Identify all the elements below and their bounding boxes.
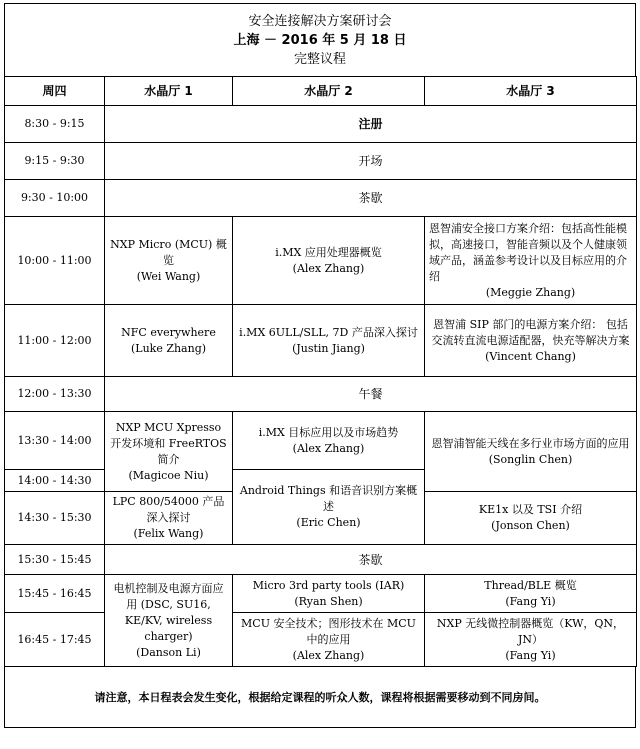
session-title: NXP 无线微控制器概览（KW，QN，JN） xyxy=(436,616,625,646)
session-cell xyxy=(233,305,425,377)
session-cell xyxy=(425,613,637,667)
table-row xyxy=(5,545,637,575)
agenda-subtitle: 完整议程 xyxy=(293,52,346,67)
session-cell xyxy=(105,217,233,305)
session-speaker: (Luke Zhang) xyxy=(130,341,207,355)
session-cell xyxy=(425,575,637,613)
time-slot: 8:30 - 9:15 xyxy=(5,106,105,143)
session-cell xyxy=(425,492,637,545)
time-slot: 12:00 - 13:30 xyxy=(5,377,105,412)
session-speaker: (Fang Yi) xyxy=(505,594,556,608)
time-slot: 14:30 - 15:30 xyxy=(5,492,105,545)
session-title: 恩智浦智能天线在多行业市场方面的应用 xyxy=(431,436,630,450)
session-title: NFC everywhere xyxy=(121,325,216,339)
session-title: MCU 安全技术；图形技术在 MCU 中的应用 xyxy=(241,616,416,646)
session-cell xyxy=(425,217,637,305)
lunch-cell: 午餐 xyxy=(105,377,637,412)
session-cell xyxy=(105,305,233,377)
footer-note: 请注意，本日程表会发生变化，根据给定课程的听众人数，课程将根据需要移动到不同房间。 xyxy=(94,691,546,704)
session-cell xyxy=(233,575,425,613)
session-title: 恩智浦安全接口方案介绍：包括高性能模拟，高速接口，智能音频以及个人健康领域产品，涵盖参考设计以及目标应用的介绍 xyxy=(429,221,627,283)
column-header-room1: 水晶厅 1 xyxy=(105,77,233,106)
session-speaker: (Justin Jiang) xyxy=(292,341,365,355)
session-speaker: (Felix Wang) xyxy=(133,527,204,540)
session-speaker: (Songlin Chen) xyxy=(488,452,573,466)
session-title: i.MX 应用处理器概览 xyxy=(275,245,382,259)
table-row xyxy=(5,305,637,377)
session-speaker: (Fang Yi) xyxy=(505,648,556,662)
column-header-room3: 水晶厅 3 xyxy=(425,77,637,106)
session-speaker: (Vincent Chang) xyxy=(485,349,576,363)
session-cell xyxy=(233,613,425,667)
table-row xyxy=(5,412,637,470)
session-speaker: (Magicoe Niu) xyxy=(128,468,209,482)
time-slot: 15:45 - 16:45 xyxy=(5,575,105,613)
session-speaker: (Ryan Shen) xyxy=(294,594,363,608)
session-speaker: (Alex Zhang) xyxy=(292,441,365,455)
session-speaker: (Alex Zhang) xyxy=(292,648,365,662)
session-cell xyxy=(233,217,425,305)
session-title: NXP MCU Xpresso 开发环境和 FreeRTOS 简介 xyxy=(110,420,227,466)
table-row xyxy=(5,143,637,180)
table-row xyxy=(5,180,637,217)
event-title: 安全连接解决方案研讨会 xyxy=(248,14,392,29)
session-title: Android Things 和语音识别方案概述 xyxy=(239,484,418,513)
session-cell xyxy=(105,412,233,492)
session-speaker: (Alex Zhang) xyxy=(292,261,365,275)
session-cell xyxy=(233,412,425,470)
time-slot: 13:30 - 14:00 xyxy=(5,412,105,470)
time-slot: 9:30 - 10:00 xyxy=(5,180,105,217)
agenda-table xyxy=(4,76,637,667)
session-title: Micro 3rd party tools (IAR) xyxy=(252,578,405,592)
session-speaker: (Danson Li) xyxy=(136,645,201,659)
break-cell: 茶歇 xyxy=(105,180,637,217)
time-slot: 15:30 - 15:45 xyxy=(5,545,105,575)
time-slot: 16:45 - 17:45 xyxy=(5,613,105,667)
time-slot: 14:00 - 14:30 xyxy=(5,470,105,492)
agenda-footer xyxy=(4,667,636,728)
session-cell xyxy=(105,575,233,667)
registration-cell: 注册 xyxy=(105,106,637,143)
time-slot: 11:00 - 12:00 xyxy=(5,305,105,377)
session-title: i.MX 6ULL/SLL, 7D 产品深入探讨 xyxy=(239,325,418,339)
break-cell: 茶歇 xyxy=(105,545,637,575)
time-slot: 10:00 - 11:00 xyxy=(5,217,105,305)
session-speaker: (Meggie Zhang) xyxy=(485,285,576,299)
session-title: 恩智浦 SIP 部门的电源方案介绍： 包括交流转直流电源适配器，快充等解决方案 xyxy=(431,317,630,347)
session-cell xyxy=(105,492,233,545)
session-title: i.MX 目标应用以及市场趋势 xyxy=(258,425,399,439)
table-row xyxy=(5,377,637,412)
table-row xyxy=(5,575,637,613)
table-row xyxy=(5,613,637,667)
column-header-row xyxy=(5,77,637,106)
session-speaker: (Eric Chen) xyxy=(296,516,361,529)
session-title: KE1x 以及 TSI 介绍 xyxy=(478,503,583,516)
agenda-header xyxy=(4,3,636,76)
session-title: Thread/BLE 概览 xyxy=(484,578,577,592)
table-row xyxy=(5,106,637,143)
session-speaker: (Wei Wang) xyxy=(136,269,201,283)
opening-cell: 开场 xyxy=(105,143,637,180)
column-header-room2: 水晶厅 2 xyxy=(233,77,425,106)
event-date: 上海 － 2016 年 5 月 18 日 xyxy=(233,33,407,48)
session-speaker: (Jonson Chen) xyxy=(491,519,570,532)
session-cell xyxy=(425,412,637,492)
session-cell xyxy=(233,470,425,545)
table-row xyxy=(5,217,637,305)
column-header-day: 周四 xyxy=(5,77,105,106)
agenda-sheet xyxy=(4,3,636,728)
time-slot: 9:15 - 9:30 xyxy=(5,143,105,180)
session-title: 电机控制及电源方面应用 (DSC, SU16, KE/KV, wireless charger) xyxy=(113,581,224,643)
session-title: LPC 800/54000 产品深入探讨 xyxy=(112,495,225,524)
session-cell xyxy=(425,305,637,377)
session-title: NXP Micro (MCU) 概览 xyxy=(110,237,227,267)
